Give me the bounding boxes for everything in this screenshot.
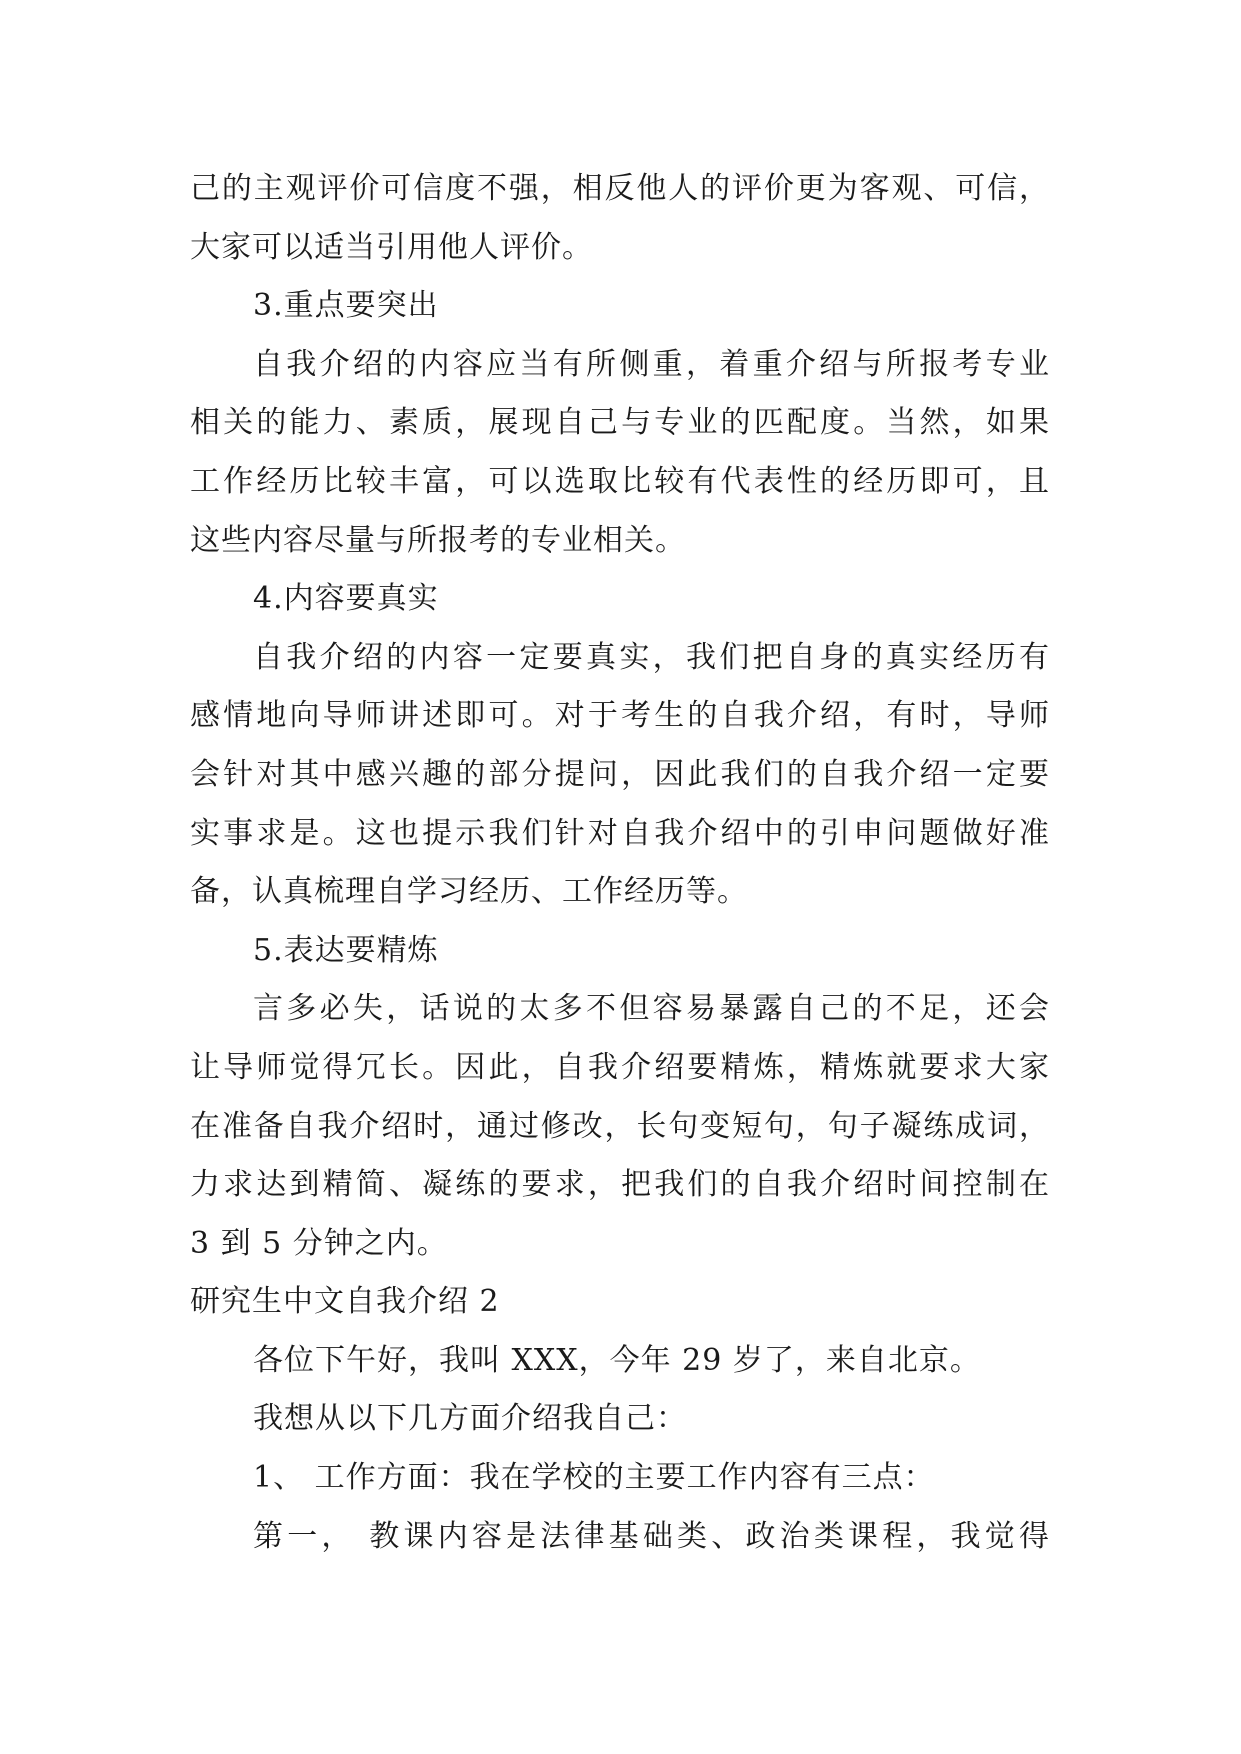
- paragraph-line: 在准备自我介绍时，通过修改，长句变短句，句子凝练成词，: [190, 1108, 1050, 1144]
- paragraph-line: 自我介绍的内容应当有所侧重，着重介绍与所报考专业: [253, 346, 1050, 382]
- document-page: [190, 160, 1050, 1566]
- paragraph-line: 3 到 5 分钟之内。: [190, 1225, 448, 1261]
- paragraph-line: 我想从以下几方面介绍我自己：: [253, 1401, 687, 1437]
- paragraph-line: 感情地向导师讲述即可。对于考生的自我介绍，有时，导师: [190, 698, 1050, 734]
- paragraph-line: 备，认真梳理自学习经历、工作经历等。: [190, 874, 748, 910]
- section-heading: 3.重点要突出: [253, 288, 439, 324]
- list-item: 1、 工作方面：我在学校的主要工作内容有三点：: [253, 1460, 935, 1496]
- paragraph-line: 会针对其中感兴趣的部分提问，因此我们的自我介绍一定要: [190, 756, 1050, 792]
- paragraph-line: 各位下午好，我叫 XXX，今年 29 岁了，来自北京。: [253, 1342, 981, 1378]
- paragraph-line: 第一， 教课内容是法律基础类、政治类课程，我觉得: [253, 1518, 1050, 1554]
- paragraph-line: 大家可以适当引用他人评价。: [190, 229, 593, 265]
- paragraph-line: 自我介绍的内容一定要真实，我们把自身的真实经历有: [253, 639, 1050, 675]
- paragraph-line: 工作经历比较丰富，可以选取比较有代表性的经历即可，且: [190, 463, 1050, 499]
- paragraph-line: 让导师觉得冗长。因此，自我介绍要精炼，精炼就要求大家: [190, 1049, 1050, 1085]
- paragraph-line: 这些内容尽量与所报考的专业相关。: [190, 522, 686, 558]
- paragraph-line: 言多必失，话说的太多不但容易暴露自己的不足，还会: [253, 991, 1050, 1027]
- section-heading: 5.表达要精炼: [253, 932, 439, 968]
- section-heading: 4.内容要真实: [253, 581, 439, 617]
- paragraph-line: 力求达到精简、凝练的要求，把我们的自我介绍时间控制在: [190, 1167, 1050, 1203]
- article-title: 研究生中文自我介绍 2: [190, 1284, 500, 1320]
- paragraph-line: 相关的能力、素质，展现自己与专业的匹配度。当然，如果: [190, 405, 1050, 441]
- paragraph-line: 己的主观评价可信度不强，相反他人的评价更为客观、可信，: [190, 171, 1050, 206]
- paragraph-line: 实事求是。这也提示我们针对自我介绍中的引申问题做好准: [190, 815, 1050, 851]
